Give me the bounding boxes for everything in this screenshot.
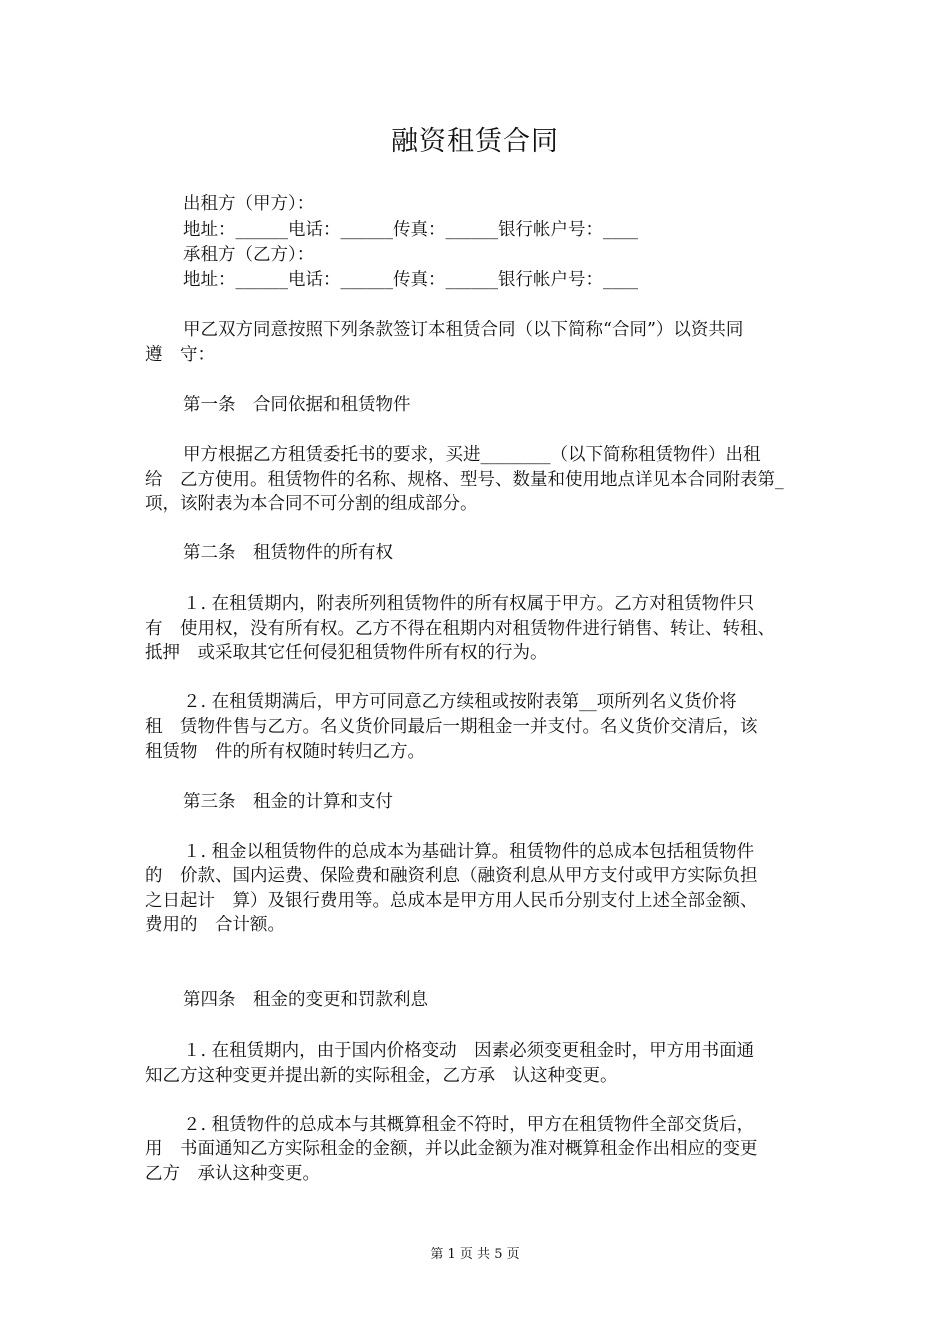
article-3-clause-1-line: 的 价款、国内运费、保险费和融资利息（融资利息从甲方支付或甲方实际负担 xyxy=(145,866,758,886)
article-4-heading: 第四条 租金的变更和罚款利息 xyxy=(183,990,428,1010)
article-2-clause-2-line: 租 赁物件售与乙方。名义货价同最后一期租金一并支付。名义货价交清后，该 xyxy=(145,717,758,737)
article-2-clause-1-line: 有 使用权，没有所有权。乙方不得在租期内对租赁物件进行销售、转让、转租、 xyxy=(145,619,775,639)
lessor-contact: 地址：______电话：______传真：______银行帐户号：____ xyxy=(183,220,638,240)
article-1-text-line: 项，该附表为本合同不可分割的组成部分。 xyxy=(145,494,478,514)
article-4-clause-2-line: 乙方 承认这种变更。 xyxy=(145,1164,320,1184)
article-3-heading: 第三条 租金的计算和支付 xyxy=(183,792,393,812)
article-2-clause-1-line: 抵押 或采取其它任何侵犯租赁物件所有权的行为。 xyxy=(145,643,548,663)
page-title: 融资租赁合同 xyxy=(391,126,559,157)
lessor-label: 出租方（甲方）： xyxy=(183,194,315,214)
page-number-footer: 第 1 页 共 5 页 xyxy=(430,1247,520,1262)
article-1-text-line: 甲方根据乙方租赁委托书的要求，买进________（以下简称租赁物件）出租 xyxy=(183,445,761,465)
article-1-heading: 第一条 合同依据和租赁物件 xyxy=(183,395,411,415)
lessee-contact: 地址：______电话：______传真：______银行帐户号：____ xyxy=(183,270,638,290)
article-4-clause-2-line: 用 书面通知乙方实际租金的金额，并以此金额为准对概算租金作出相应的变更 xyxy=(145,1139,758,1159)
article-3-clause-1-line: 费用的 合计额。 xyxy=(145,915,285,935)
article-2-clause-2-line: ２. 在租赁期满后，甲方可同意乙方续租或按附表第__项所列名义货价将 xyxy=(183,692,737,712)
article-2-clause-2-line: 租赁物 件的所有权随时转归乙方。 xyxy=(145,742,425,762)
intro-line: 甲乙双方同意按照下列条款签订本租赁合同（以下简称“合同”）以资共同 xyxy=(183,320,744,340)
article-4-clause-1-line: 知乙方这种变更并提出新的实际租金，乙方承 认这种变更。 xyxy=(145,1066,618,1086)
article-4-clause-2-line: ２. 租赁物件的总成本与其概算租金不符时，甲方在租赁物件全部交货后， xyxy=(183,1115,755,1135)
lessee-label: 承租方（乙方）： xyxy=(183,245,315,265)
article-3-clause-1-line: １. 租金以租赁物件的总成本为基础计算。租赁物件的总成本包括租赁物件 xyxy=(183,842,755,862)
intro-line: 遵 守： xyxy=(145,345,215,365)
article-2-clause-1-line: １. 在租赁期内，附表所列租赁物件的所有权属于甲方。乙方对租赁物件只 xyxy=(183,594,755,614)
article-4-clause-1-line: １. 在租赁期内，由于国内价格变动 因素必须变更租金时，甲方用书面通 xyxy=(183,1041,755,1061)
article-3-clause-1-line: 之日起计 算）及银行费用等。总成本是甲方用人民币分别支付上述全部金额、 xyxy=(145,891,758,911)
article-1-text-line: 给 乙方使用。租赁物件的名称、规格、型号、数量和使用地点详见本合同附表第_ xyxy=(145,470,784,490)
article-2-heading: 第二条 租赁物件的所有权 xyxy=(183,543,393,563)
